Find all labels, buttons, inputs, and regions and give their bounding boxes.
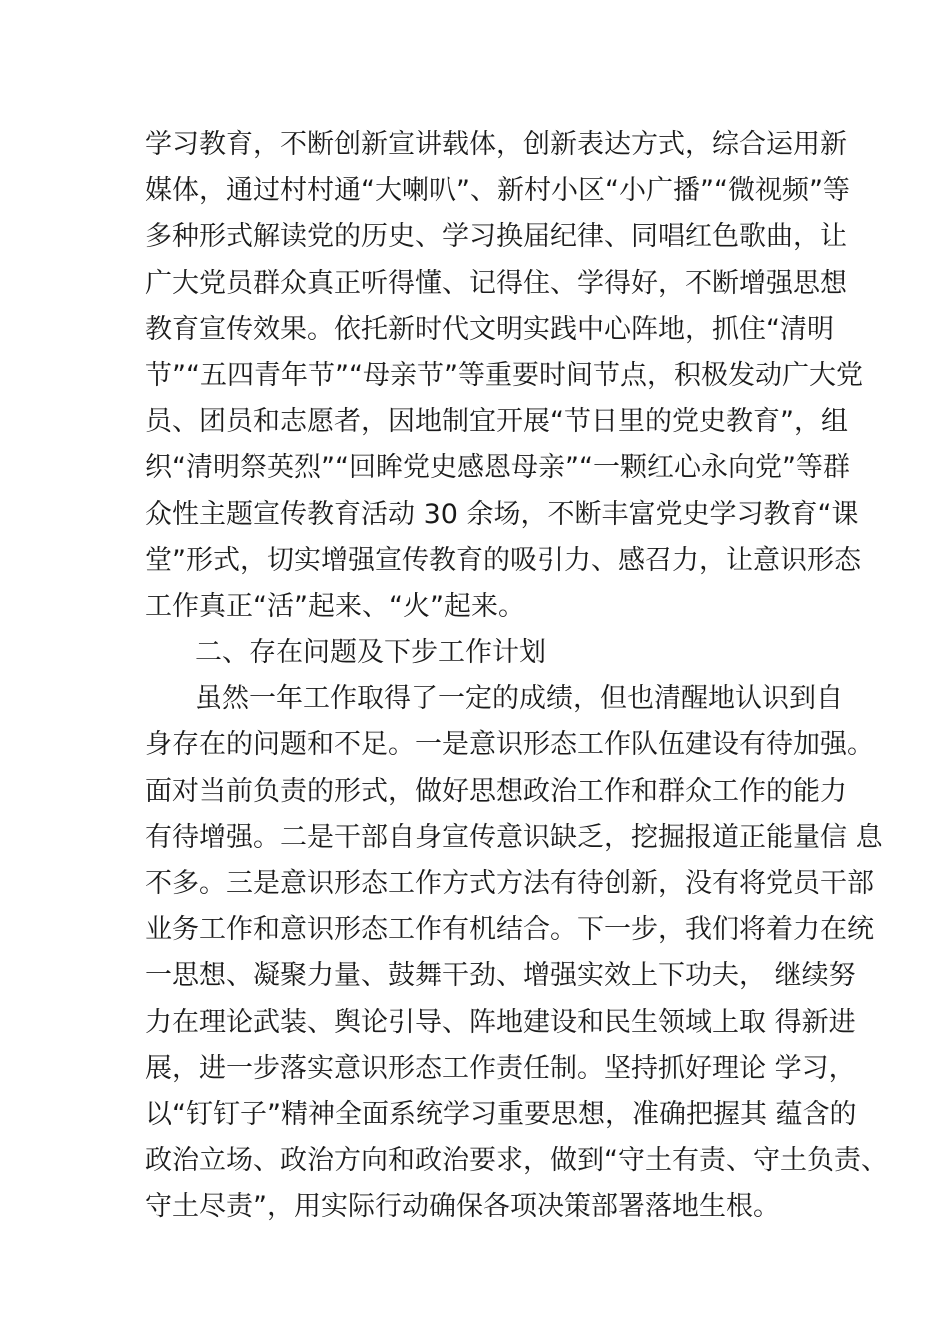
paragraph-line: 不多。三是意识形态工作方式方法有待创新，没有将党员干部 xyxy=(145,868,874,899)
paragraph-line: 节”“五四青年节”“母亲节”等重要时间节点，积极发动广大党 xyxy=(145,359,863,391)
paragraph-line: 展，进一步落实意识形态工作责任制。坚持抓好理论 学习， xyxy=(145,1052,856,1084)
paragraph-line: 有待增强。二是干部自身宣传意识缺乏，挖掘报道正能量信 息 xyxy=(145,821,883,853)
paragraph-line: 政治立场、政治方向和政治要求，做到“守土有责、守土负责、 xyxy=(145,1145,888,1177)
paragraph-line: 堂”形式，切实增强宣传教育的吸引力、感召力，让意识形态 xyxy=(145,544,861,576)
paragraph-line: 织“清明祭英烈”“回眸党史感恩母亲”“一颗红心永向党”等群 xyxy=(145,452,850,484)
section-heading: 二、存在问题及下步工作计划 xyxy=(195,637,546,669)
document-body xyxy=(145,122,888,1231)
paragraph-line: 面对当前负责的形式，做好思想政治工作和群众工作的能力 xyxy=(145,775,847,807)
paragraph-line: 员、团员和志愿者，因地制宜开展“节日里的党史教育”，组 xyxy=(145,406,848,438)
paragraph-line: 力在理论武装、舆论引导、阵地建设和民生领域上取 得新进 xyxy=(145,1006,856,1038)
paragraph-line: 学习教育，不断创新宣讲载体，创新表达方式，综合运用新 xyxy=(145,129,847,160)
paragraph-line: 众性主题宣传教育活动 30 余场，不断丰富党史学习教育“课 xyxy=(145,498,859,530)
paragraph-line: 守土尽责”，用实际行动确保各项决策部署落地生根。 xyxy=(145,1191,780,1223)
paragraph-line: 广大党员群众真正听得懂、记得住、学得好，不断增强思想 xyxy=(145,267,847,299)
paragraph-line: 以“钉钉子”精神全面系统学习重要思想，准确把握其 蕴含的 xyxy=(145,1098,857,1130)
paragraph-line: 业务工作和意识形态工作有机结合。下一步，我们将着力在统 xyxy=(145,914,874,946)
paragraph-line: 虽然一年工作取得了一定的成绩，但也清醒地认识到自 xyxy=(195,683,843,715)
paragraph-line: 一思想、凝聚力量、鼓舞干劲、增强实效上下功夫， 继续努 xyxy=(145,960,856,992)
paragraph-line: 工作真正“活”起来、“火”起来。 xyxy=(145,590,525,622)
paragraph-line: 教育宣传效果。依托新时代文明实践中心阵地，抓住“清明 xyxy=(145,313,834,345)
paragraph-line: 多种形式解读党的历史、学习换届纪律、同唱红色歌曲，让 xyxy=(145,221,847,253)
paragraph-line: 身存在的问题和不足。一是意识形态工作队伍建设有待加强。 xyxy=(145,729,874,761)
paragraph-line: 媒体，通过村村通“大喇叭”、新村小区“小广播”“微视频”等 xyxy=(145,175,850,207)
